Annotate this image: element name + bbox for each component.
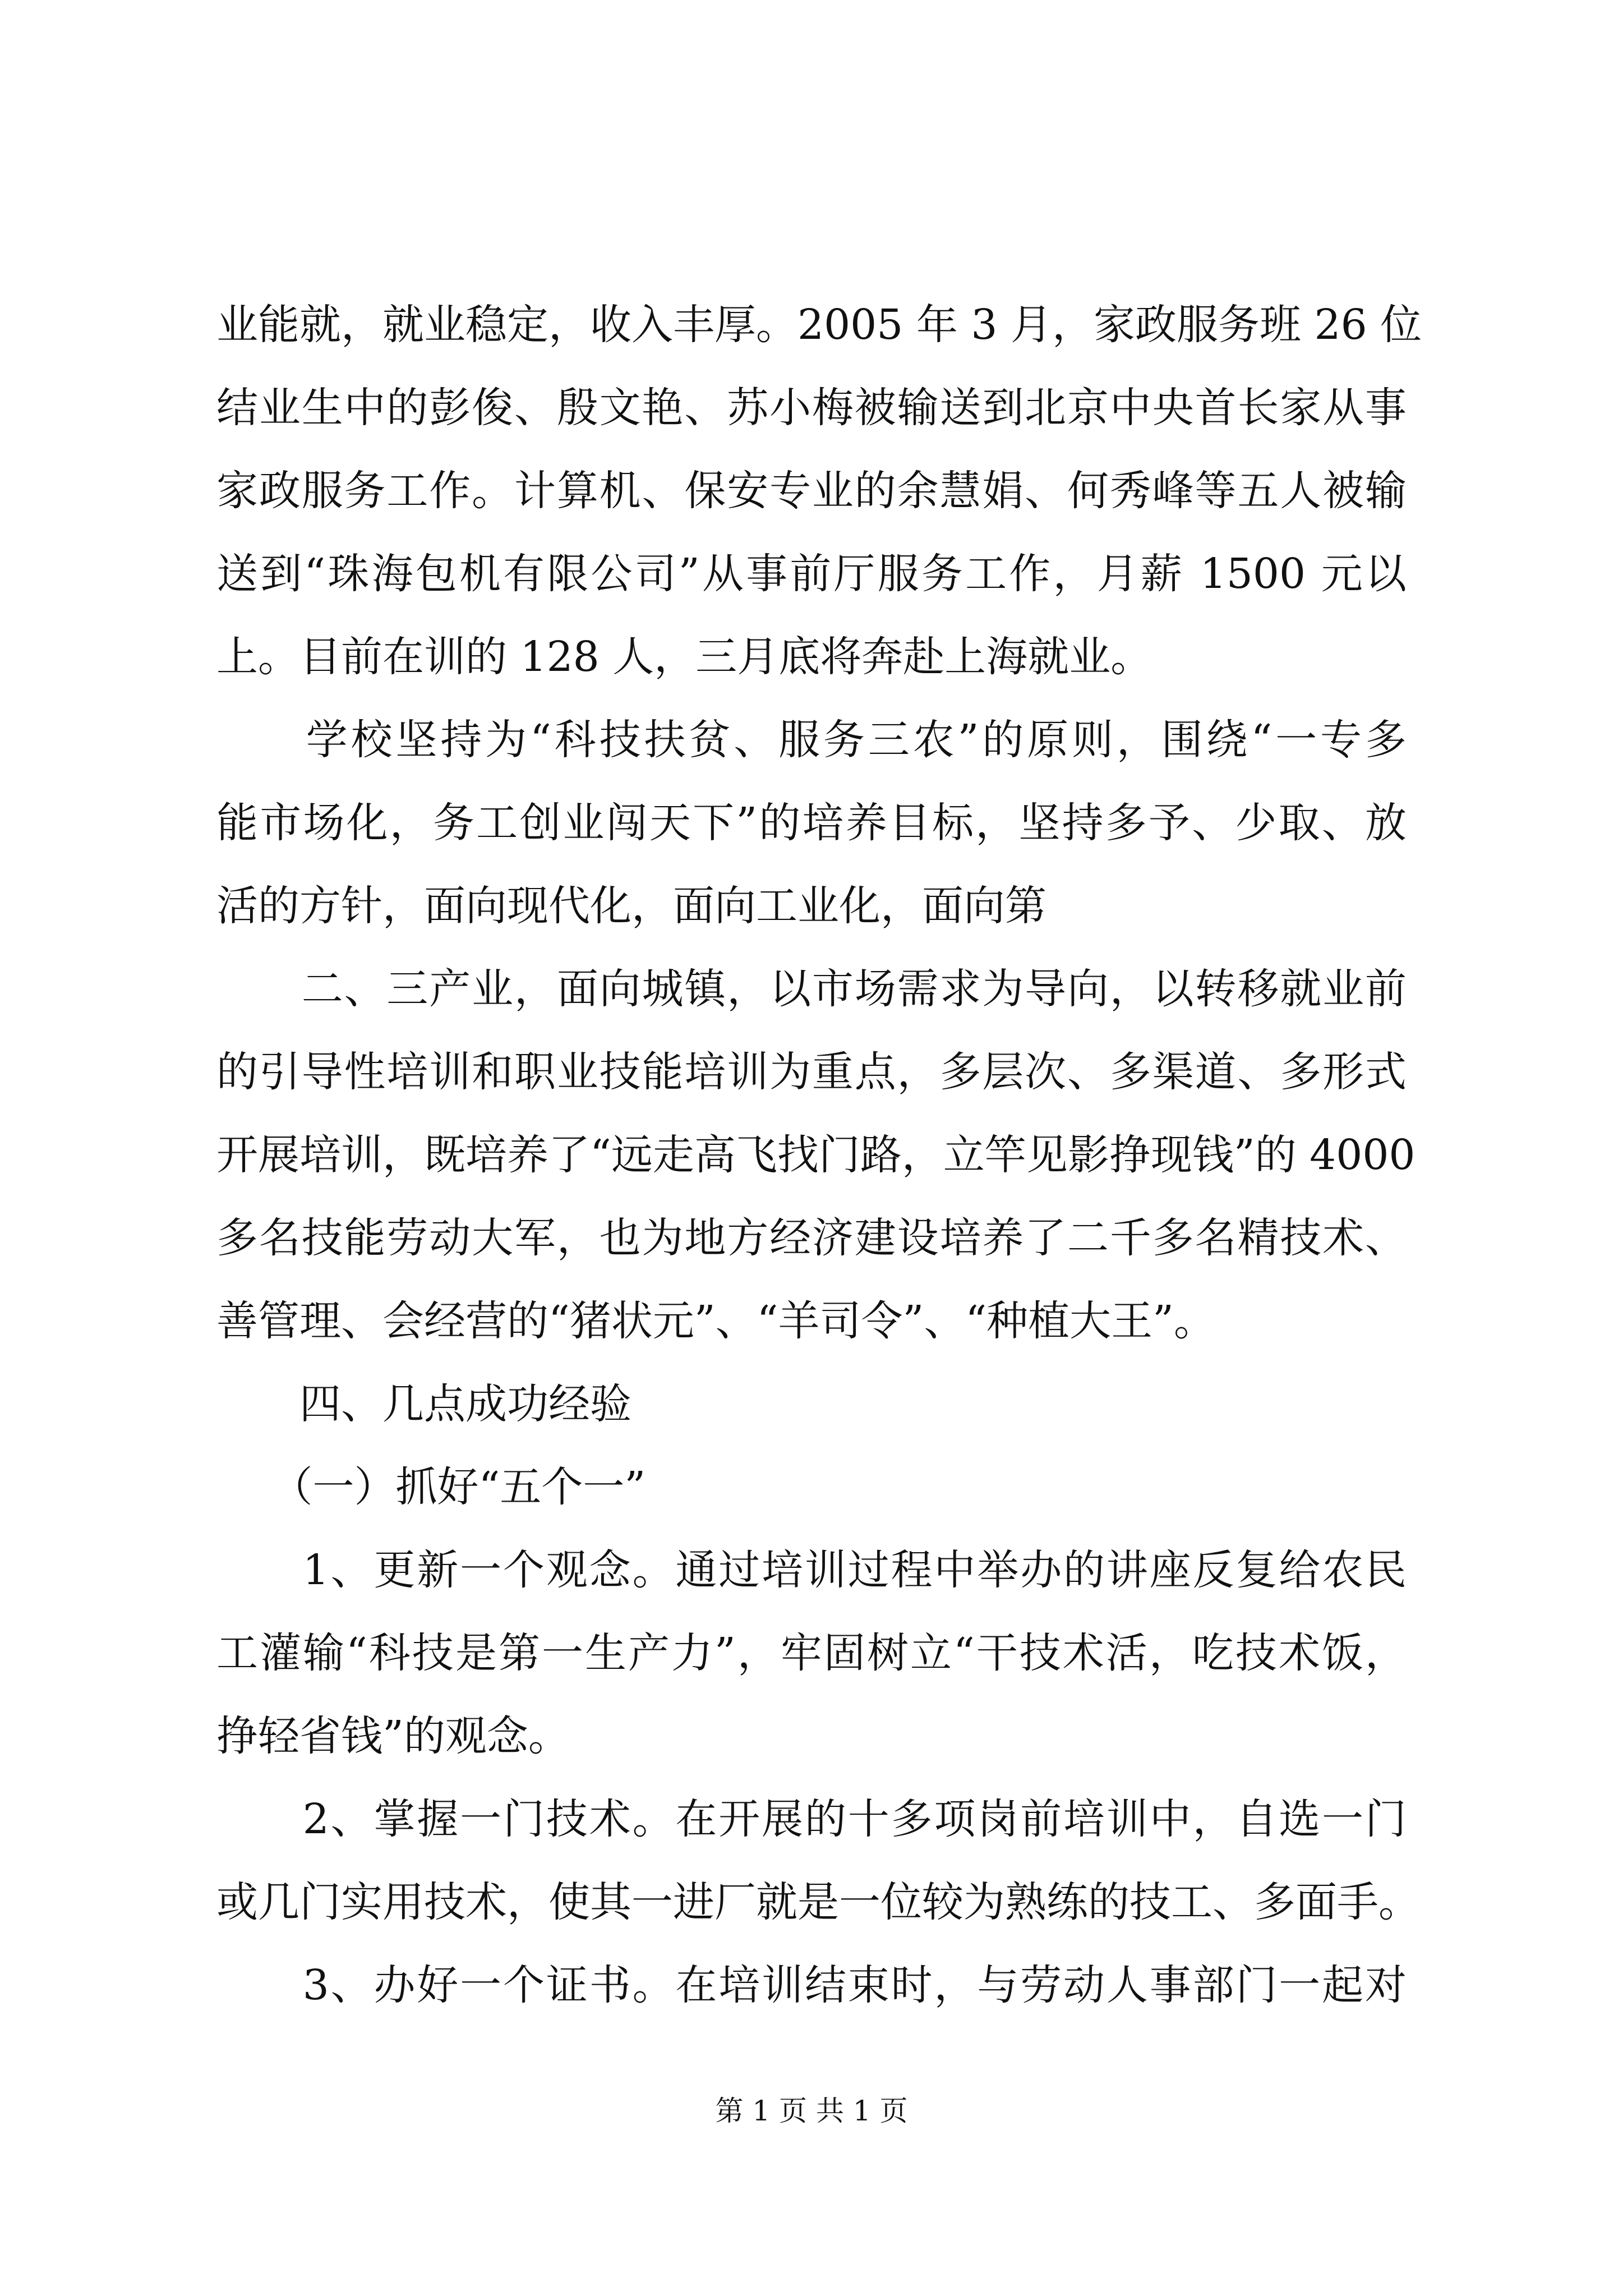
paragraph-line: 业能就，就业稳定，收入丰厚。2005 年 3 月，家政服务班 26 位: [216, 301, 1422, 349]
paragraph-line: 结业生中的彭俊、殷文艳、苏小梅被输送到北京中央首长家从事: [216, 384, 1407, 432]
paragraph-line: 学校坚持为“科技扶贫、服务三农”的原则，围绕“一专多: [216, 716, 1407, 764]
paragraph-line: 工灌输“科技是第一生产力”，牢固树立“干技术活，吃技术饭，: [216, 1629, 1407, 1677]
paragraph-line: 挣轻省钱”的观念。: [216, 1712, 570, 1760]
paragraph-line: 四、几点成功经验: [216, 1380, 631, 1428]
document-body: [216, 283, 1422, 2027]
page-footer: 第 1 页 共 1 页: [715, 2095, 908, 2127]
paragraph-line: 善管理、会经营的“猪状元”、“羊司令”、“种植大王”。: [216, 1297, 1215, 1345]
paragraph-line: 上。目前在训的 128 人，三月底将奔赴上海就业。: [216, 633, 1152, 681]
paragraph-line: 家政服务工作。计算机、保安专业的余慧娟、何秀峰等五人被输: [216, 467, 1407, 515]
paragraph-line: 3、办好一个证书。在培训结束时，与劳动人事部门一起对: [216, 1961, 1407, 2009]
paragraph-line: 2、掌握一门技术。在开展的十多项岗前培训中，自选一门: [216, 1795, 1407, 1843]
paragraph-line: 的引导性培训和职业技能培训为重点，多层次、多渠道、多形式: [216, 1048, 1407, 1096]
paragraph-line: 或几门实用技术，使其一进厂就是一位较为熟练的技工、多面手。: [216, 1878, 1420, 1926]
paragraph-line: 1、更新一个观念。通过培训过程中举办的讲座反复给农民: [216, 1546, 1407, 1594]
paragraph-line: 活的方针，面向现代化，面向工业化，面向第: [216, 882, 1046, 930]
paragraph-line: 多名技能劳动大军，也为地方经济建设培养了二千多名精技术、: [216, 1214, 1407, 1262]
paragraph-line: 能市场化，务工创业闯天下”的培养目标，坚持多予、少取、放: [216, 799, 1407, 847]
paragraph-line: （一）抓好“五个一”: [216, 1463, 646, 1511]
paragraph-line: 开展培训，既培养了“远走高飞找门路，立竿见影挣现钱”的 4000: [216, 1131, 1415, 1179]
paragraph-line: 送到“珠海包机有限公司”从事前厅服务工作，月薪 1500 元以: [216, 550, 1407, 598]
paragraph-line: 二、三产业，面向城镇，以市场需求为导向，以转移就业前: [216, 965, 1407, 1013]
